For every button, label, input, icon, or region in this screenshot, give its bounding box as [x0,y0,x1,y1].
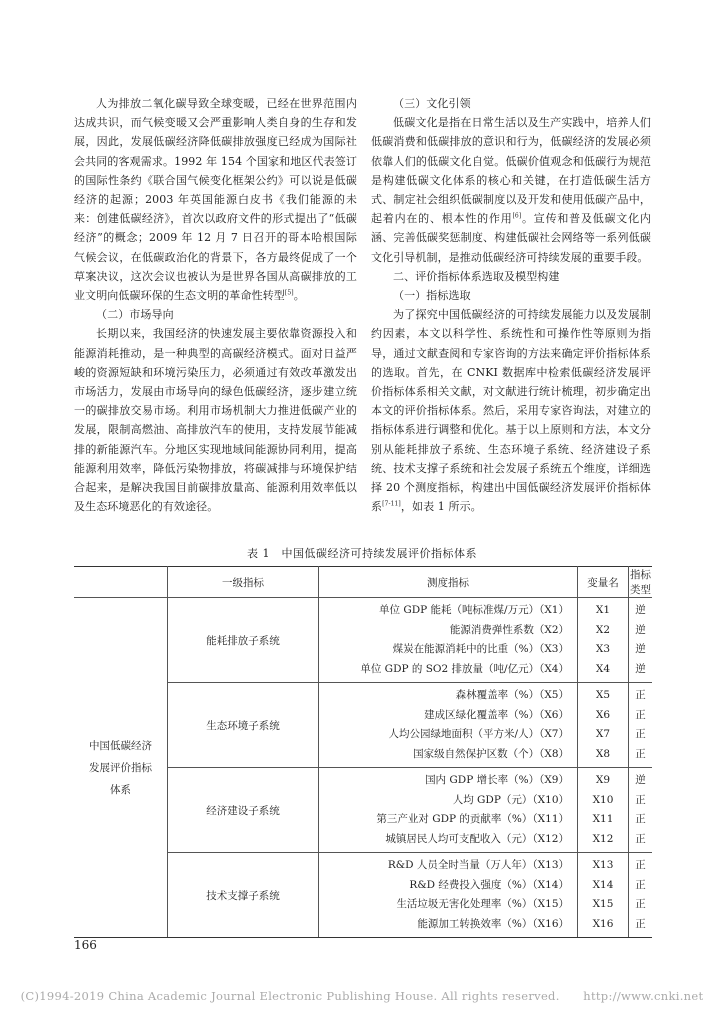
variable-name: X10 [592,793,614,806]
first-level-indicator: 技术支撑子系统 [168,853,319,938]
measure-indicator: 能源消费弹性系数（X2） [449,623,569,636]
indicator-type: 正 [635,878,646,891]
measure-indicator: 建成区绿化覆盖率（%）（X6） [424,708,569,721]
header-cell: 测度指标 [319,567,578,598]
measure-indicator: 国家级自然保护区数（个）（X8） [413,747,569,760]
measure-indicator: 城镇居民人均可支配收入（元）（X12） [385,832,569,845]
measure-indicator: R&D 人员全时当量（万人年）（X13） [387,859,569,871]
citation[interactable]: [7-11] [382,500,401,508]
paragraph [74,94,357,305]
citation[interactable]: [5] [284,289,294,297]
citation[interactable]: [6] [512,212,522,220]
indicator-type: 逆 [635,604,646,616]
page-number: 166 [74,938,97,952]
indicator-table [74,566,652,938]
right-column [371,94,651,516]
header-cell: 一级指标 [168,567,319,598]
header-cell [74,567,168,598]
paragraph [371,113,651,267]
variable-name: X1 [595,604,611,616]
measure-indicator: 国内 GDP 增长率（%）（X9） [425,774,569,786]
variable-name: X13 [592,859,614,871]
paragraph: 长期以来，我国经济的快速发展主要依靠资源投入和能源消耗推动，是一种典型的高碳经济模式。面对日益严峻的资源短缺和环境污染压力，必须通过有效改革激发出市场活力，发展由市场导向的绿色低碳经济，逐步建立统一的碳排放交易市场。利用市场机制大力推进低碳产业的发展，限制高燃油、高排放汽车的使用，支持发展节能减排的新能源汽车。分地区实现地域间能源协同利用，提高能源利用效率，降低污染物排放，将碳减排与环境保护结合起来，是解决我国目前碳排放量高、能源利用效率低以及生态环境恶化的有效途径。 [74,327,357,514]
paragraph-text: 人为排放二氧化碳导致全球变暖，已经在世界范围内达成共识，而气候变暖又会严重影响人类自身的生存和发展，因此，发展低碳经济降低碳排放强度已经成为国际社会共同的客观需求。1992 年 154 个国家和地区代表签订的国际性条约《联合国气候变化框架公约》可以说是低碳经济的起源；2003 年英国能源白皮书《我们能源的未来：创建低碳经济》，首次以政府文件的形式提出了“低碳经济”的概念；2009 年 12 月 7 日召开的哥本哈根国际气候会议，在低碳政治化的背景下，各方最终促成了一个草案决议，这次会议也被认为是世界各国从高碳排放的工业文明向低碳环保的生态文明的革命性转型 [74,97,357,303]
copyright-footer: (C)1994-2019 China Academic Journal Electronic Publishing House. All rights reserved. http://www.cnki.net [20,989,704,1003]
measure-indicator: R&D 经费投入强度（%）（X14） [409,878,569,891]
variable-name: X8 [595,747,611,760]
subsection-title: （一）指标选取 [393,289,471,303]
indicator-type: 逆 [635,623,646,636]
variable-name: X3 [595,643,611,655]
measure-indicator: 人均公园绿地面积（平方米/人）（X7） [388,728,569,740]
table-caption: 表 1 中国低碳经济可持续发展评价指标体系 [247,547,477,560]
indicator-type: 正 [635,728,646,740]
section-title: 二、评价指标体系选取及模型构建 [393,269,560,283]
indicator-type: 逆 [635,774,646,786]
indicator-type: 正 [635,689,646,701]
variable-name: X12 [592,832,614,845]
paragraph [371,305,651,516]
root-indicator-cell: 中国低碳经济发展评价指标体系 [74,598,168,938]
indicator-type: 正 [635,747,646,760]
measure-indicator: 单位 GDP 的 SO2 排放量（吨/亿元）（X4） [360,662,569,675]
measure-indicator: 单位 GDP 能耗（吨标准煤/万元）（X1） [379,604,569,616]
variable-name: X4 [595,662,611,675]
indicator-type: 正 [635,708,646,721]
measure-indicator: 第三产业对 GDP 的贡献率（%）（X11） [376,813,569,825]
variable-name: X7 [595,728,611,740]
paragraph-text: 低碳文化是指在日常生活以及生产实践中，培养人们低碳消费和低碳排放的意识和行为，低碳经济的发展必须依靠人们的低碳文化自觉。低碳价值观念和低碳行为规范是构建低碳文化体系的核心和关键，在打造低碳生活方式、制定社会组织低碳制度以及开发和使用低碳产品中，起着内在的、根本性的作用 [371,116,651,226]
variable-name: X11 [592,813,614,825]
variable-name: X16 [592,917,614,930]
indicator-type: 正 [635,859,646,871]
variable-name: X5 [595,689,611,701]
paragraph-text: 为了探究中国低碳经济的可持续发展能力以及发展制约因素，本文以科学性、系统性和可操作性等原则为指导，通过文献查阅和专家咨询的方法来确定评价指标体系的选取。首先，在 CNKI 数据库中检索低碳经济发展评价指标体系相关文献，对文献进行统计梳理，初步确定出本文的评价指标体系。然后，采用专家咨询法，对建立的指标体系进行调整和优化。基于以上原则和方法，本文分别从能耗排放子系统、生态环境子系统、经济建设子系统、技术支撑子系统和社会发展子系统五个维度，详细选择 20 个测度指标，构建出中国低碳经济发展评价指标体系 [371,308,651,514]
variable-name: X9 [595,774,611,786]
measure-indicator: 煤炭在能源消耗中的比重（%）（X3） [392,643,569,655]
paragraph-text: 。宣传和普及低碳文化内涵、完善低碳奖惩制度、构建低碳社会网络等一系列低碳文化引导机制，是推动低碳经济可持续发展的重要手段。 [371,212,651,264]
first-level-indicator: 生态环境子系统 [168,683,319,768]
table-row [74,598,652,683]
measure-indicator: 生活垃圾无害化处理率（%）（X15） [396,898,569,910]
indicator-type: 正 [635,813,646,825]
first-level-indicator: 能耗排放子系统 [168,598,319,683]
paragraph-text: ，如表 1 所示。 [400,500,482,514]
variable-name: X15 [592,898,614,910]
paragraph-text: 。 [293,289,305,303]
variable-name: X14 [592,878,614,891]
header-cell: 指标类型 [629,567,653,598]
indicator-type: 正 [635,898,646,910]
measure-indicator: 人均 GDP（元）（X10） [452,793,569,806]
indicator-type: 逆 [635,662,646,675]
left-column [74,94,357,516]
table-header-row [74,567,652,598]
variable-name: X2 [595,623,611,636]
indicator-type: 正 [635,917,646,930]
header-cell: 变量名 [578,567,629,598]
measure-indicator: 能源加工转换效率（%）（X16） [417,917,569,930]
indicator-type: 逆 [635,643,646,655]
variable-name: X6 [595,708,611,721]
indicator-type: 正 [635,793,646,806]
first-level-indicator: 经济建设子系统 [168,768,319,853]
indicator-type: 正 [635,832,646,845]
section-heading: （二）市场导向 [96,308,174,322]
section-heading: （三）文化引领 [393,97,471,110]
measure-indicator: 森林覆盖率（%）（X5） [455,689,569,701]
